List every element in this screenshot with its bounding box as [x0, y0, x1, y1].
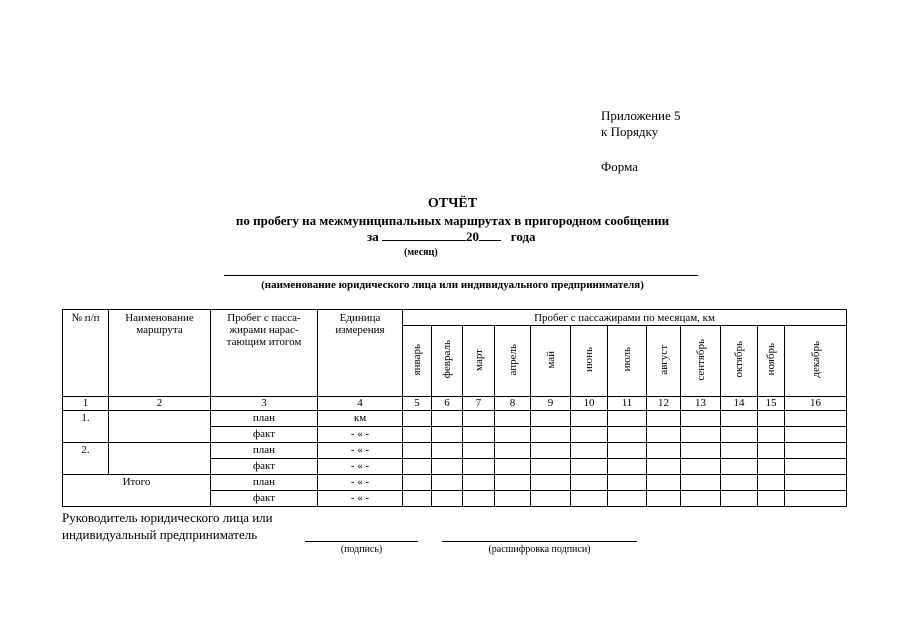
month-value-cell[interactable] [403, 427, 432, 443]
month-value-cell[interactable] [571, 475, 608, 491]
header-month: ноябрь [758, 326, 785, 397]
row-number: 1. [63, 411, 109, 443]
month-value-cell[interactable] [495, 427, 531, 443]
month-value-cell[interactable] [531, 427, 571, 443]
month-value-cell[interactable] [785, 475, 847, 491]
month-value-cell[interactable] [721, 443, 758, 459]
month-value-cell[interactable] [721, 491, 758, 507]
column-number: 4 [318, 397, 403, 411]
month-value-cell[interactable] [785, 411, 847, 427]
month-value-cell[interactable] [681, 427, 721, 443]
unit-cell: км [318, 411, 403, 427]
month-value-cell[interactable] [681, 475, 721, 491]
month-value-cell[interactable] [758, 475, 785, 491]
month-value-cell[interactable] [571, 443, 608, 459]
header-month: октябрь [721, 326, 758, 397]
month-value-cell[interactable] [432, 443, 463, 459]
month-value-cell[interactable] [647, 491, 681, 507]
header-month: июнь [571, 326, 608, 397]
total-row [63, 475, 847, 491]
header-month: апрель [495, 326, 531, 397]
month-value-cell[interactable] [432, 411, 463, 427]
month-value-cell[interactable] [758, 427, 785, 443]
month-value-cell[interactable] [647, 475, 681, 491]
period-suffix: года [510, 229, 536, 244]
month-blank[interactable] [382, 229, 466, 241]
month-value-cell[interactable] [608, 475, 647, 491]
column-number: 7 [463, 397, 495, 411]
header-month: февраль [432, 326, 463, 397]
month-value-cell[interactable] [571, 411, 608, 427]
month-value-cell[interactable] [608, 491, 647, 507]
appendix-label: Приложение 5 [601, 108, 681, 123]
header-num: № п/п [63, 310, 109, 397]
plan-label: план [211, 411, 318, 427]
table-row [63, 443, 847, 459]
month-value-cell[interactable] [432, 427, 463, 443]
month-value-cell[interactable] [571, 427, 608, 443]
month-value-cell[interactable] [463, 443, 495, 459]
month-value-cell[interactable] [495, 491, 531, 507]
unit-cell: - « - [318, 491, 403, 507]
month-value-cell[interactable] [681, 443, 721, 459]
report-title: ОТЧЁТ [427, 196, 478, 211]
column-numbers-row [63, 397, 847, 411]
month-value-cell[interactable] [495, 459, 531, 475]
header-month: декабрь [785, 326, 847, 397]
header-month: январь [403, 326, 432, 397]
month-value-cell[interactable] [647, 443, 681, 459]
month-value-cell[interactable] [463, 491, 495, 507]
month-value-cell[interactable] [432, 459, 463, 475]
month-value-cell[interactable] [608, 459, 647, 475]
header-month: май [531, 326, 571, 397]
month-value-cell[interactable] [463, 475, 495, 491]
month-value-cell[interactable] [785, 459, 847, 475]
month-value-cell[interactable] [758, 443, 785, 459]
month-value-cell[interactable] [647, 411, 681, 427]
column-number: 11 [608, 397, 647, 411]
plan-label: план [211, 475, 318, 491]
head-label-line1: Руководитель юридического лица или [62, 510, 273, 525]
fact-label: факт [211, 491, 318, 507]
month-value-cell[interactable] [403, 459, 432, 475]
header-month: март [463, 326, 495, 397]
unit-cell: - « - [318, 475, 403, 491]
month-value-cell[interactable] [432, 491, 463, 507]
organization-name-line[interactable] [224, 275, 698, 276]
fact-label: факт [211, 427, 318, 443]
month-value-cell[interactable] [758, 411, 785, 427]
month-value-cell[interactable] [432, 475, 463, 491]
column-number: 5 [403, 397, 432, 411]
organization-caption: (наименование юридического лица или индивидуального предпринимателя) [261, 279, 644, 291]
signature-caption: (подпись) [340, 544, 383, 555]
column-number: 10 [571, 397, 608, 411]
report-subtitle: по пробегу на межмуниципальных маршрутах в пригородном сообщении [235, 213, 670, 228]
month-value-cell[interactable] [571, 459, 608, 475]
unit-cell: - « - [318, 427, 403, 443]
month-value-cell[interactable] [531, 459, 571, 475]
route-name-cell[interactable] [109, 411, 211, 443]
column-number: 6 [432, 397, 463, 411]
decoding-caption: (расшифровка подписи) [488, 544, 591, 555]
column-number: 16 [785, 397, 847, 411]
month-value-cell[interactable] [403, 443, 432, 459]
month-value-cell[interactable] [463, 411, 495, 427]
year-blank[interactable] [479, 229, 501, 241]
month-value-cell[interactable] [647, 459, 681, 475]
month-value-cell[interactable] [647, 427, 681, 443]
month-value-cell[interactable] [721, 411, 758, 427]
month-value-cell[interactable] [721, 459, 758, 475]
month-value-cell[interactable] [531, 411, 571, 427]
month-value-cell[interactable] [785, 491, 847, 507]
total-label: Итого [63, 475, 211, 507]
column-number: 9 [531, 397, 571, 411]
column-number: 14 [721, 397, 758, 411]
month-value-cell[interactable] [758, 459, 785, 475]
month-value-cell[interactable] [531, 443, 571, 459]
month-value-cell[interactable] [403, 491, 432, 507]
unit-cell: - « - [318, 443, 403, 459]
month-value-cell[interactable] [608, 443, 647, 459]
month-value-cell[interactable] [785, 427, 847, 443]
month-value-cell[interactable] [758, 491, 785, 507]
month-value-cell[interactable] [463, 427, 495, 443]
month-value-cell[interactable] [531, 475, 571, 491]
month-value-cell[interactable] [495, 443, 531, 459]
month-value-cell[interactable] [463, 459, 495, 475]
month-value-cell[interactable] [531, 491, 571, 507]
header-unit: Единица измерения [318, 310, 403, 397]
header-month: июль [608, 326, 647, 397]
column-number: 12 [647, 397, 681, 411]
month-value-cell[interactable] [608, 427, 647, 443]
column-number: 1 [63, 397, 109, 411]
header-month: сентябрь [681, 326, 721, 397]
fact-label: факт [211, 459, 318, 475]
period-line [367, 229, 536, 245]
plan-label: план [211, 443, 318, 459]
row-number: 2. [63, 443, 109, 475]
month-value-cell[interactable] [608, 411, 647, 427]
month-value-cell[interactable] [403, 475, 432, 491]
period-year: 20 [465, 229, 479, 244]
header-mileage-cumulative: Пробег с пасса-жирами нарас-тающим итогом [211, 310, 318, 397]
report-table [62, 309, 847, 507]
appendix-order-label: к Порядку [601, 124, 659, 139]
period-prefix: за [367, 229, 379, 244]
month-value-cell[interactable] [681, 459, 721, 475]
form-label: Форма [601, 159, 638, 174]
month-value-cell[interactable] [571, 491, 608, 507]
month-caption: (месяц) [404, 247, 438, 258]
month-value-cell[interactable] [721, 475, 758, 491]
column-number: 13 [681, 397, 721, 411]
month-value-cell[interactable] [681, 411, 721, 427]
column-number: 2 [109, 397, 211, 411]
signature-decoding-line[interactable] [442, 541, 637, 542]
month-value-cell[interactable] [495, 475, 531, 491]
header-route: Наименование маршрута [109, 310, 211, 397]
month-value-cell[interactable] [785, 443, 847, 459]
header-month: август [647, 326, 681, 397]
table-row [63, 411, 847, 427]
column-number: 15 [758, 397, 785, 411]
month-value-cell[interactable] [495, 411, 531, 427]
signature-line[interactable] [305, 541, 418, 542]
column-number: 8 [495, 397, 531, 411]
header-monthly-group: Пробег с пассажирами по месяцам, км [403, 310, 847, 326]
head-label-line2: индивидуальный предприниматель [62, 527, 258, 542]
month-value-cell[interactable] [403, 411, 432, 427]
unit-cell: - « - [318, 459, 403, 475]
month-value-cell[interactable] [721, 427, 758, 443]
route-name-cell[interactable] [109, 443, 211, 475]
column-number: 3 [211, 397, 318, 411]
month-value-cell[interactable] [681, 491, 721, 507]
